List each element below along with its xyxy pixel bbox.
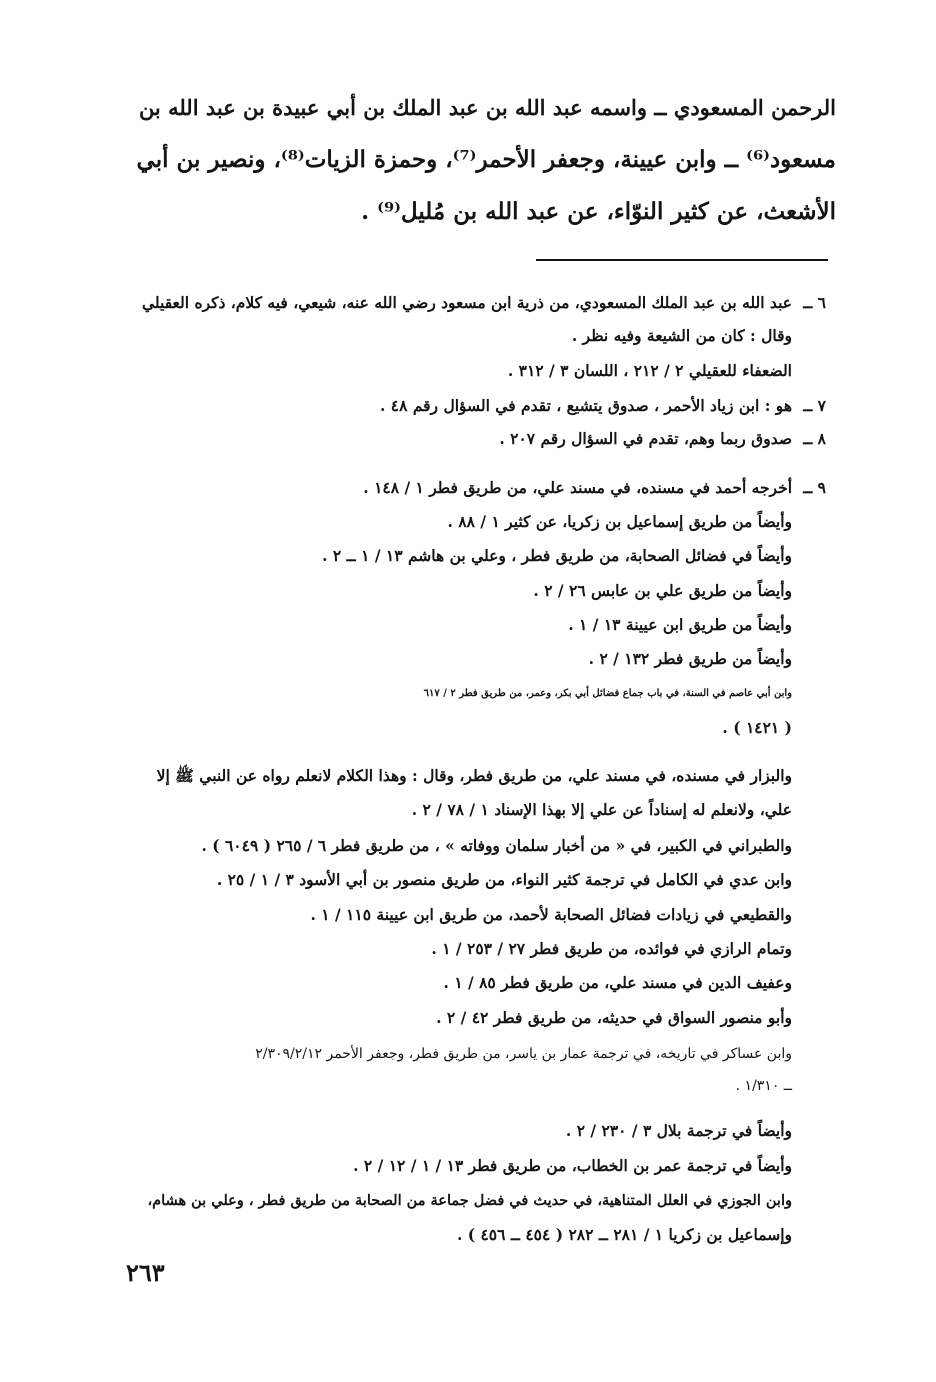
footnote-9-line-1 <box>363 477 826 499</box>
footnote-9-line: علي، ولانعلم له إسناداً عن علي إلا بهذا الإسناد ١ / ٧٨ / ٢ . <box>411 800 792 819</box>
footnote-9-line: وأبو منصور السواق في حديثه، من طريق فطر ٤٢ / ٢ . <box>436 1008 792 1027</box>
footnote-9-line: وابن عساكر في تاريخه، في ترجمة عمار بن ياسر، من طريق فطر، وجعفر الأحمر ٢/٣٠٩/٢/١٢ <box>255 1046 792 1062</box>
footnote-9-line: وأيضاً من طريق فطر ١٣٢ / ٢ . <box>588 649 792 668</box>
footnote-7 <box>380 395 826 417</box>
footnote-9-line: وأيضاً من طريق ابن عيينة ١٣ / ١ . <box>568 615 792 634</box>
footnote-9-line: وعفيف الدين في مسند علي، من طريق فطر ٨٥ / ١ . <box>443 973 792 992</box>
footnote-9-line: والبزار في مسنده، في مسند علي، من طريق فطر، وقال : وهذا الكلام لانعلم رواه عن النبي ﷺ إلا <box>156 766 792 785</box>
footnote-9-line: وتمام الرازي في فوائده، من طريق فطر ٢٧ / ٢٥٣ / ١ . <box>431 939 792 958</box>
footnote-9-line: وابن أبي عاصم في السنة، في باب جماع فضائل أبي بكر، وعمر، من طريق فطر ٢ / ٦١٧ <box>423 688 792 699</box>
footnote-number: ٧ ــ <box>803 396 826 415</box>
footnote-9-line: وأيضاً في فضائل الصحابة، من طريق فطر ، وعلي بن هاشم ١٣ / ١ ــ ٢ . <box>322 546 792 565</box>
footnote-text: صدوق ربما وهم، تقدم في السؤال رقم ٢٠٧ . <box>499 429 792 448</box>
footnote-6-line-2: وقال : كان من الشيعة وفيه نظر . <box>571 326 792 345</box>
main-text-block <box>131 82 836 238</box>
footnote-6-line-3: الضعفاء للعقيلي ٢ / ٢١٢ ، اللسان ٣ / ٣١٢ . <box>507 361 792 380</box>
footnote-9-line: ــ ١/٣١٠ . <box>735 1078 792 1094</box>
footnote-text: أخرجه أحمد في مسنده، في مسند علي، من طريق فطر ١ / ١٤٨ . <box>363 478 792 497</box>
main-text-line: مسعود⁽⁶⁾ ــ وابن عيينة، وجعفر الأحمر⁽⁷⁾، وحمزة الزيات⁽⁸⁾، ونصير بن أبي <box>136 146 836 173</box>
footnote-separator <box>536 259 828 261</box>
footnote-9-line: وإسماعيل بن زكريا ١ / ٢٨١ ــ ٢٨٢ ( ٤٥٤ ــ ٤٥٦ ) . <box>456 1225 792 1244</box>
footnote-9-line: وأيضاً من طريق علي بن عابس ٢٦ / ٢ . <box>533 581 792 600</box>
footnote-9-line: ( ١٤٢١ ) . <box>722 718 792 737</box>
footnote-9-line: وأيضاً في ترجمة بلال ٣ / ٢٣٠ / ٢ . <box>565 1121 792 1140</box>
footnote-9-line: والطبراني في الكبير، في « من أخبار سلمان ووفاته » ، من طريق فطر ٦ / ٢٦٥ ( ٦٠٤٩ ) . <box>201 836 792 855</box>
footnote-number: ٦ ــ <box>803 293 826 312</box>
footnote-8 <box>499 428 826 450</box>
footnote-9-line: وأيضاً من طريق إسماعيل بن زكريا، عن كثير ١ / ٨٨ . <box>447 512 792 531</box>
footnote-9-line: والقطيعي في زيادات فضائل الصحابة لأحمد، من طريق ابن عيينة ١١٥ / ١ . <box>310 905 792 924</box>
footnote-text: عبد الله بن عبد الملك المسعودي، من ذرية ابن مسعود رضي الله عنه، شيعي، فيه كلام، ذكره العقيلي <box>141 293 792 312</box>
footnote-9-line: وأيضاً في ترجمة عمر بن الخطاب، من طريق فطر ١٣ / ١ / ١٢ / ٢ . <box>353 1156 792 1175</box>
footnote-number: ٨ ــ <box>803 429 826 448</box>
page-number: ٢٦٣ <box>126 1258 165 1287</box>
footnote-text: هو : ابن زياد الأحمر ، صدوق يتشيع ، تقدم في السؤال رقم ٤٨ . <box>379 396 792 415</box>
footnote-number: ٩ ــ <box>803 478 826 497</box>
main-text-line: الأشعث، عن كثير النوّاء، عن عبد الله بن مُليل⁽⁹⁾ . <box>361 198 836 225</box>
footnote-9-line: وابن عدي في الكامل في ترجمة كثير النواء، من طريق منصور بن أبي الأسود ٣ / ١ / ٢٥ . <box>216 870 792 889</box>
main-text-line: الرحمن المسعودي ــ واسمه عبد الله بن عبد الملك بن أبي عبيدة بن عبد الله بن <box>138 95 836 120</box>
footnote-6-line-1 <box>142 292 826 314</box>
footnote-9-line: وابن الجوزي في العلل المتناهية، في حديث في فضل جماعة من الصحابة من طريق فطر ، وعلي بن هشام، <box>147 1192 792 1209</box>
